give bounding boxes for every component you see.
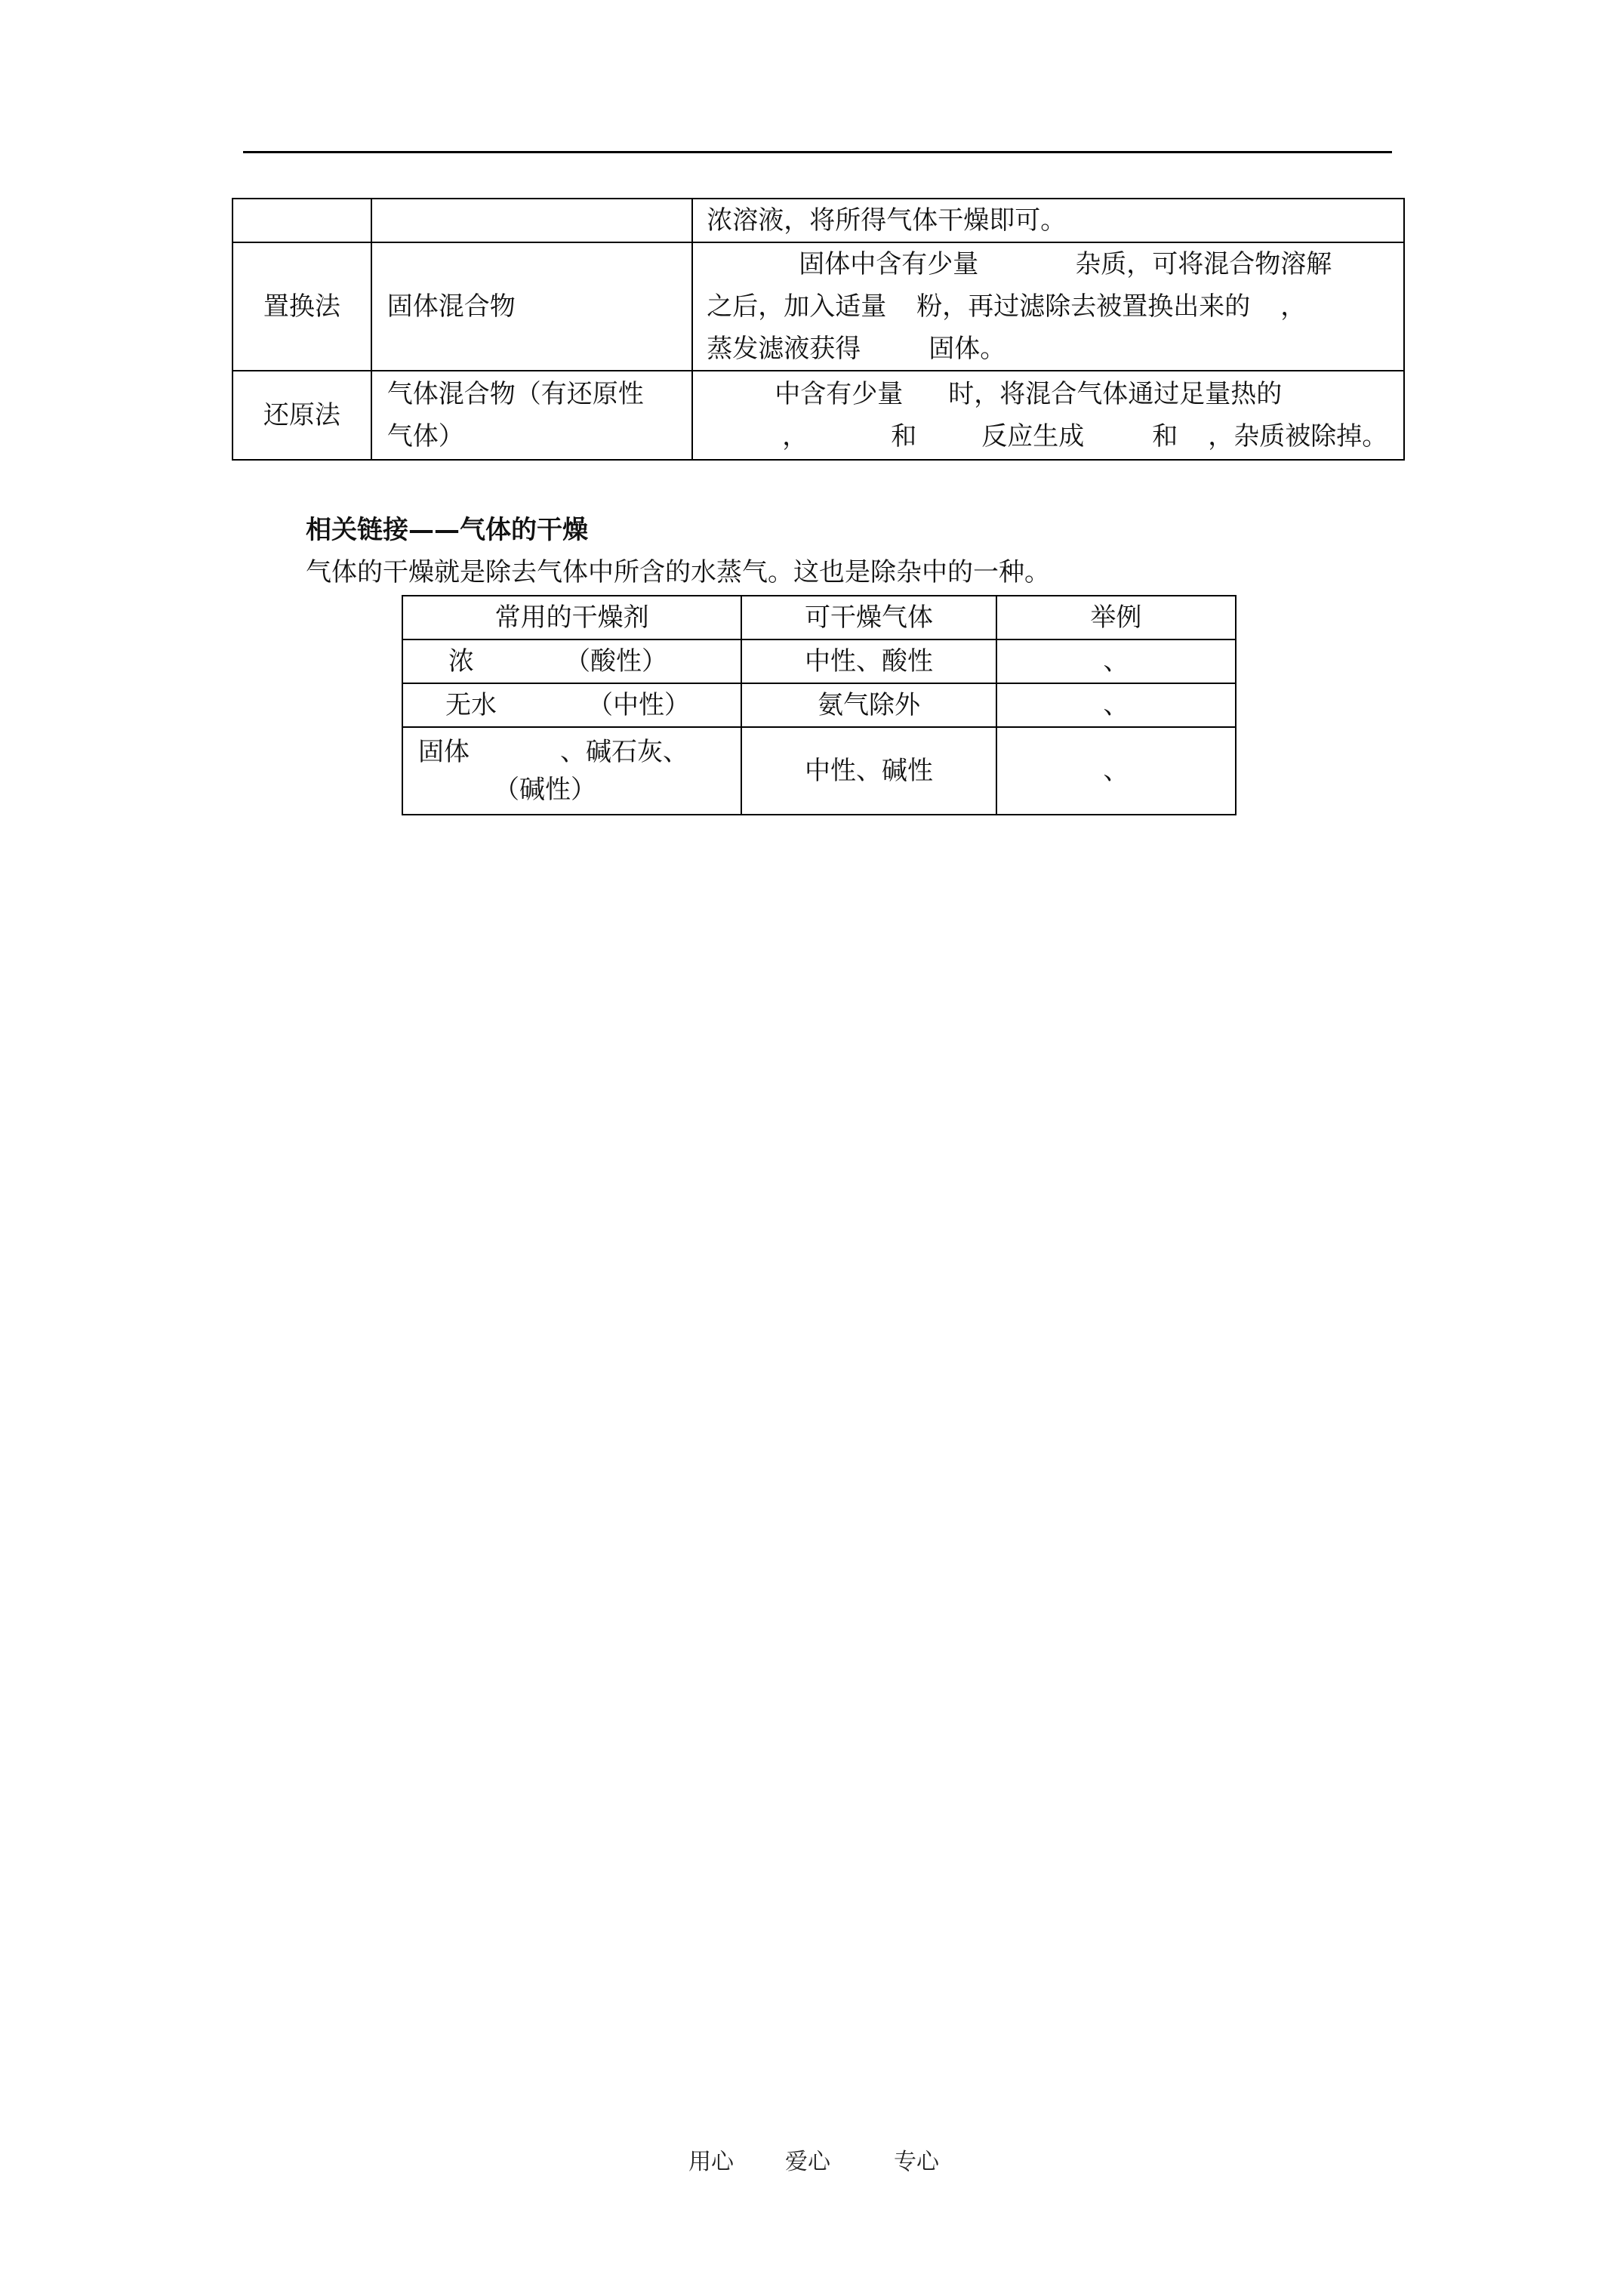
example: 、 [996,727,1236,815]
object-cell [371,199,692,242]
table-row [233,199,1404,242]
example: 、 [996,683,1236,727]
example: 、 [996,639,1236,683]
column-header: 可干燥气体 [741,596,996,639]
table-row [233,242,1404,371]
drying-agent: 固体 、碱石灰、 （碱性） [402,727,741,815]
drying-agent: 无水 （中性） [402,683,741,727]
method-description: 固体中含有少量 杂质，可将混合物溶解 之后，加入适量 粉，再过滤除去被置换出来的 ， 蒸发滤液获得 固体。 [692,242,1404,371]
footer-text: 爱心 [785,2149,830,2175]
column-header: 常用的干燥剂 [402,596,741,639]
table-row [402,683,1236,727]
table-row [402,727,1236,815]
section-title: 相关链接——气体的干燥 [306,515,588,545]
dryable-gases: 氨气除外 [741,683,996,727]
footer-text: 用心 [688,2149,734,2175]
method-object: 固体混合物 [371,242,692,371]
drying-agent: 浓 （酸性） [402,639,741,683]
table-header-row [402,596,1236,639]
table-row [402,639,1236,683]
purification-methods-table [232,198,1405,461]
page-footer [688,2147,939,2177]
method-name: 置换法 [233,242,371,371]
dryable-gases: 中性、碱性 [741,727,996,815]
dryable-gases: 中性、酸性 [741,639,996,683]
method-description: 中含有少量 时，将混合气体通过足量热的 ， 和 反应生成 和 ，杂质被除掉。 [692,371,1404,460]
column-header: 举例 [996,596,1236,639]
footer-text: 专心 [894,2149,939,2175]
method-object: 气体混合物（有还原性 气体） [371,371,692,460]
section-text: 气体的干燥就是除去气体中所含的水蒸气。这也是除杂中的一种。 [306,557,1050,587]
method-name-cell [233,199,371,242]
table-row [233,371,1404,460]
method-name: 还原法 [233,371,371,460]
drying-agents-table [402,595,1236,815]
header-rule [243,151,1392,153]
method-description: 浓溶液，将所得气体干燥即可。 [692,199,1404,242]
